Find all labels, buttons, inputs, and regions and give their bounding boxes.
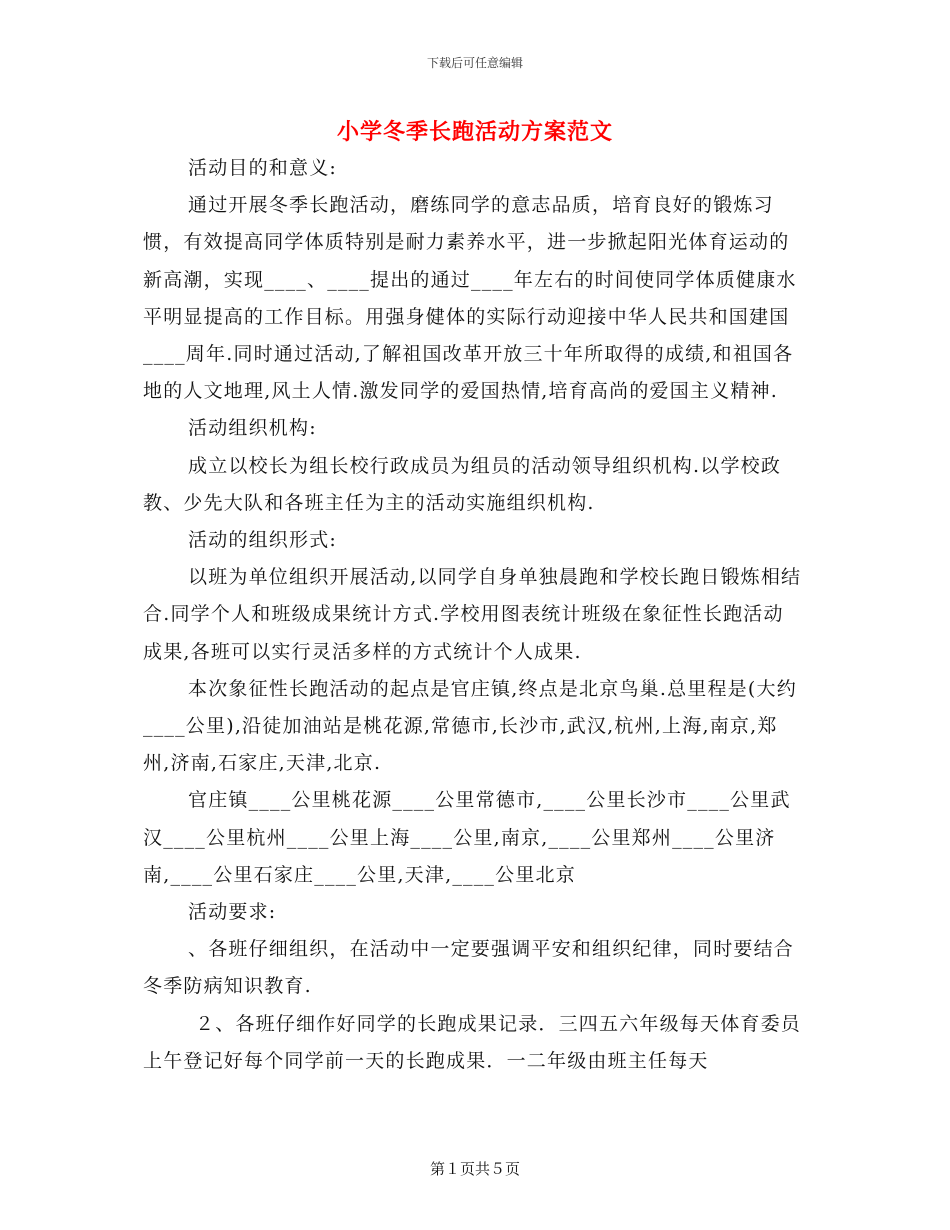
page-number: 第１页共５页 <box>429 1160 520 1178</box>
section-heading-format: 活动的组织形式: <box>188 529 338 552</box>
requirement-item-1: 、各班仔细组织，在活动中一定要强调平安和组织纪律，同时要结合冬季防病知识教育. <box>143 938 795 998</box>
document-title: 小学冬季长跑活动方案范文 <box>336 119 613 145</box>
section-heading-purpose: 活动目的和意义: <box>188 157 338 179</box>
section-heading-requirements: 活动要求: <box>188 901 277 924</box>
page-header-note: 下载后可任意编辑 <box>426 56 523 70</box>
requirement-item-2: ２、各班仔细作好同学的长跑成果记录．三四五六年级每天体育委员上午登记好每个同学前一天的长跑成果．一二年级由班主任每天 <box>143 1012 802 1072</box>
section-heading-organization: 活动组织机构: <box>188 417 317 440</box>
paragraph-purpose: 通过开展冬季长跑活动，磨练同学的意志品质，培育良好的锻炼习惯，有效提高同学体质特别是耐力素养水平，进一步掀起阳光体育运动的新高潮，实现____、____提出的通过____年左右的时间使同学体质健康水平明显提高的工作目标。用强身健体的实际行动迎接中华人民共和国建国____周年.同时通过活动,了解祖国改革开放三十年所取得的成绩,和祖国各地的人文地理,风土人情.激发同学的爱国热情,培育高尚的爱国主义精神. <box>143 194 797 403</box>
paragraph-distances: 官庄镇____公里桃花源____公里常德市,____公里长沙市____公里武汉____公里杭州____公里上海____公里,南京,____公里郑州____公里济南,____公里石家庄____公里,天津,____公里北京 <box>143 789 791 886</box>
paragraph-organization: 成立以校长为组长校行政成员为组员的活动领导组织机构.以学校政教、少先大队和各班主任为主的活动实施组织机构. <box>143 454 782 514</box>
paragraph-route: 本次象征性长跑活动的起点是官庄镇,终点是北京鸟巢.总里程是(大约____公里),沿徒加油站是桃花源,常德市,长沙市,武汉,杭州,上海,南京,郑州,济南,石家庄,天津,北京. <box>143 677 797 775</box>
document-body <box>143 150 803 1080</box>
paragraph-format: 以班为单位组织开展活动,以同学自身单独晨跑和学校长跑日锻炼相结合.同学个人和班级成果统计方式.学校用图表统计班级在象征性长跑活动成果,各班可以实行灵活多样的方式统计个人成果. <box>143 566 802 663</box>
